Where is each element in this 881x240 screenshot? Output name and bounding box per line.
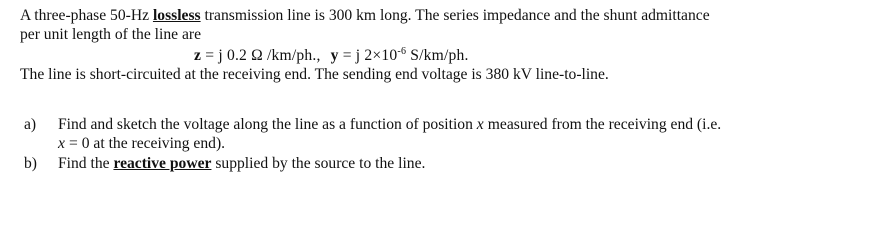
statement-text: The line is short-circuited at the receiving end. The sending end voltage is 380 kV line-to-line. — [20, 66, 609, 83]
question-b-marker: b) — [24, 155, 37, 172]
statement-text: transmission line is 300 km long. The series impedance and the shunt admittance — [200, 7, 710, 24]
y-exponent: -6 — [397, 46, 407, 57]
z-symbol: z — [194, 47, 202, 64]
question-a — [24, 116, 721, 134]
question-b-text: Find the — [58, 155, 114, 172]
y-symbol: y — [330, 47, 339, 64]
z-value: = j 0.2 Ω /km/ph., — [201, 47, 321, 64]
problem-statement-line-4 — [20, 66, 609, 84]
statement-text: A three-phase 50-Hz — [20, 7, 153, 24]
question-b-text: supplied by the source to the line. — [211, 155, 426, 172]
question-a-continuation — [58, 135, 225, 153]
position-variable: x — [58, 135, 66, 152]
y-value: = j 2×10 — [338, 47, 398, 64]
question-a-marker: a) — [24, 116, 37, 133]
lossless-emphasis: lossless — [152, 7, 201, 24]
question-a-text: = 0 at the receiving end). — [65, 135, 226, 152]
problem-statement-line-2 — [20, 26, 201, 44]
impedance-admittance-equation — [194, 47, 469, 65]
y-unit: S/km/ph. — [406, 47, 469, 64]
question-a-text: measured from the receiving end (i.e. — [483, 116, 722, 133]
question-a-text: Find and sketch the voltage along the line as a function of position — [58, 116, 477, 133]
statement-text: per unit length of the line are — [20, 26, 201, 43]
problem-statement-line-1 — [20, 7, 710, 25]
reactive-power-emphasis: reactive power — [113, 155, 212, 172]
position-variable: x — [476, 116, 484, 133]
question-b — [24, 155, 425, 173]
